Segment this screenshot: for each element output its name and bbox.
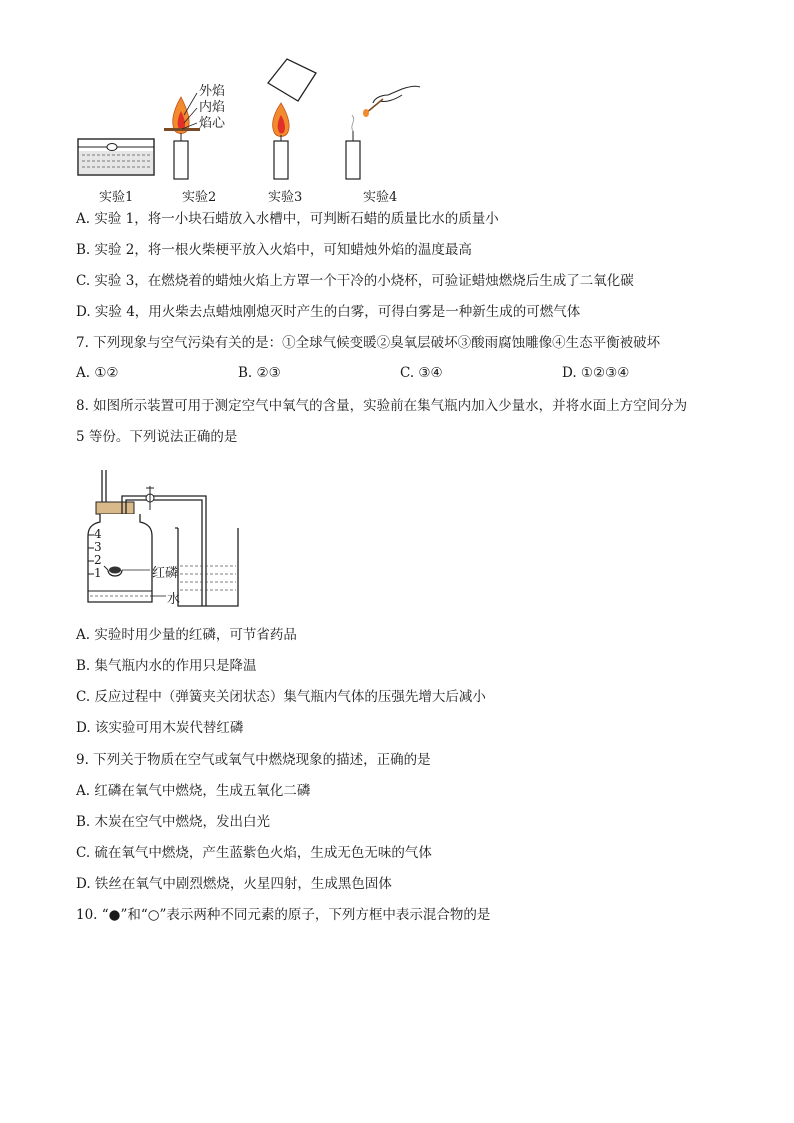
q7-option-d: D. ①②③④ — [562, 365, 630, 381]
scale-mark-2: 2 — [94, 553, 102, 567]
experiment-4-candle-match — [346, 86, 420, 179]
q9-option-b: B. 木炭在空气中燃烧，发出白光 — [76, 814, 271, 830]
outer-flame-label: 外焰 — [199, 84, 226, 99]
scale-mark-3: 3 — [94, 540, 102, 554]
q7-option-b: B. ②③ — [238, 365, 281, 381]
q7-stem: 7. 下列现象与空气污染有关的是：①全球气候变暖②臭氧层破坏③酸雨腐蚀雕像④生态平衡被破坏 — [76, 335, 661, 351]
q6-option-a: A. 实验 1，将一小块石蜡放入水槽中，可判断石蜡的质量比水的质量小 — [76, 211, 499, 227]
red-phosphorus-label: 红磷 — [152, 566, 179, 581]
q8-stem-line-1: 8. 如图所示装置可用于测定空气中氧气的含量，实验前在集气瓶内加入少量水，并将水面上方空间分为 — [76, 398, 688, 414]
q6-option-b: B. 实验 2，将一根火柴梗平放入火焰中，可知蜡烛外焰的温度最高 — [76, 242, 472, 258]
flame-core-label: 焰心 — [199, 116, 226, 131]
q8-option-a: A. 实验时用少量的红磷，可节省药品 — [76, 627, 297, 643]
q8-option-c: C. 反应过程中（弹簧夹关闭状态）集气瓶内气体的压强先增大后减小 — [76, 689, 486, 705]
q8-stem-line-2: 5 等份。下列说法正确的是 — [76, 429, 238, 445]
water-label: 水 — [167, 592, 181, 607]
q7-option-a: A. ①② — [76, 365, 119, 381]
q8-option-d: D. 该实验可用木炭代替红磷 — [76, 720, 244, 736]
experiment-2-candle — [164, 93, 200, 179]
q10-stem: 10. “●”和“○”表示两种不同元素的原子，下列方框中表示混合物的是 — [76, 907, 491, 923]
caption-experiment-3: 实验3 — [268, 190, 303, 205]
q9-stem: 9. 下列关于物质在空气或氧气中燃烧现象的描述，正确的是 — [76, 752, 431, 768]
q7-option-c: C. ③④ — [400, 365, 443, 381]
scale-mark-4: 4 — [94, 527, 102, 541]
q8-option-b: B. 集气瓶内水的作用只是降温 — [76, 658, 257, 674]
experiment-1-trough — [78, 139, 154, 175]
q7-options — [76, 365, 716, 383]
scale-mark-1: 1 — [94, 566, 102, 580]
experiment-3-candle-beaker — [268, 59, 316, 179]
q9-option-d: D. 铁丝在氧气中剧烈燃烧，火星四射，生成黑色固体 — [76, 876, 392, 892]
q6-option-c: C. 实验 3，在燃烧着的蜡烛火焰上方罩一个干冷的小烧杯，可验证蜡烛燃烧后生成了二氧化碳 — [76, 273, 634, 289]
candle-experiments-figure — [70, 55, 440, 205]
inner-flame-label: 内焰 — [199, 100, 226, 115]
q9-option-a: A. 红磷在氧气中燃烧，生成五氧化二磷 — [76, 783, 311, 799]
caption-experiment-4: 实验4 — [363, 190, 398, 205]
caption-experiment-2: 实验2 — [182, 190, 217, 205]
caption-experiment-1: 实验1 — [99, 190, 134, 205]
q9-option-c: C. 硫在氧气中燃烧，产生蓝紫色火焰，生成无色无味的气体 — [76, 845, 432, 861]
q6-option-d: D. 实验 4，用火柴去点蜡烛刚熄灭时产生的白雾，可得白雾是一种新生成的可燃气体 — [76, 304, 581, 320]
